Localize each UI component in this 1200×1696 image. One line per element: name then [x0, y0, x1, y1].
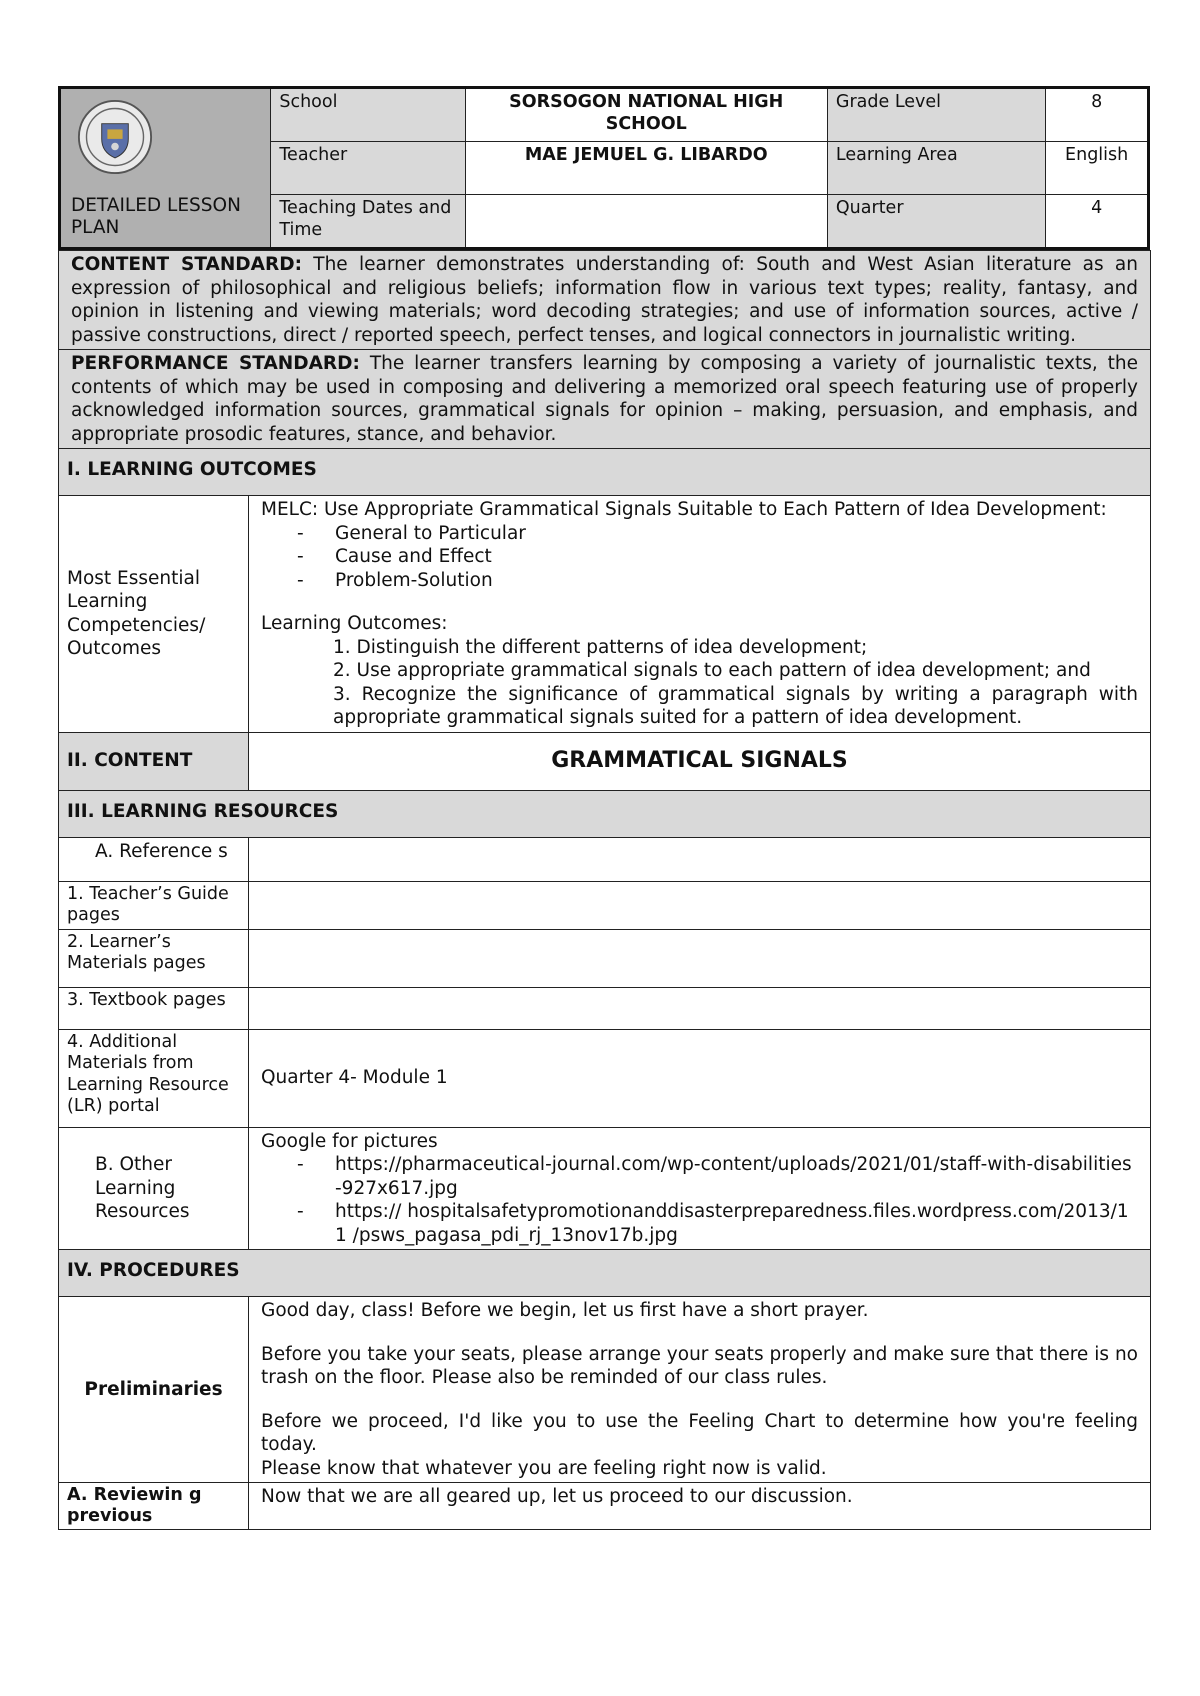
- main-table: [58, 250, 1151, 1530]
- dates-label: Teaching Dates and Time: [271, 195, 465, 249]
- logo-cell: [60, 88, 271, 249]
- content-title: GRAMMATICAL SIGNALS: [249, 732, 1151, 790]
- area-label: Learning Area: [827, 142, 1045, 195]
- lm-pages-label: 2. Learner’s Materials pages: [59, 929, 249, 987]
- pattern-item: - General to Particular: [297, 522, 1138, 546]
- additional-materials-value: Quarter 4- Module 1: [249, 1029, 1151, 1127]
- outcome-item: 3. Recognize the significance of grammatical signals by writing a paragraph with appropriate grammatical signals suited for a pattern of idea development.: [333, 683, 1139, 728]
- tg-pages-label: 1. Teacher’s Guide pages: [59, 881, 249, 929]
- textbook-pages-label: 3. Textbook pages: [59, 987, 249, 1029]
- url-list: [261, 1153, 1138, 1247]
- textbook-pages-value: [249, 987, 1151, 1029]
- outcome-item: 2. Use appropriate grammatical signals to each pattern of idea development; and: [333, 660, 1091, 681]
- content-standard-text: The learner demonstrates understanding of: South and West Asian literature as an expression of philosophical and religious beliefs; information flow in various text types; reality, fantasy, and opinion in listening and viewing materials; word decoding strategies; and use of information sources, active / passive constructions, direct / reported speech, perfect tenses, and logical connectors in journalistic writing.: [71, 254, 1139, 346]
- performance-standard: [59, 350, 1151, 449]
- header-table: [58, 86, 1150, 250]
- procedures-heading: IV. PROCEDURES: [59, 1250, 1151, 1297]
- pattern-item: - Problem-Solution: [297, 569, 1138, 593]
- other-resources-label: B. Other Learning Resources: [59, 1127, 249, 1250]
- learning-resources-heading: III. LEARNING RESOURCES: [59, 790, 1151, 837]
- dates-value: [465, 195, 827, 249]
- preliminaries-label: Preliminaries: [59, 1297, 249, 1483]
- pattern-list: [261, 522, 1138, 593]
- prelim-paragraph: Before we proceed, I'd like you to use the Feeling Chart to determine how you're feeling today.: [261, 1410, 1139, 1455]
- lesson-plan-page: [58, 86, 1150, 1530]
- grade-label: Grade Level: [827, 88, 1045, 142]
- resource-url[interactable]: - https://pharmaceutical-journal.com/wp-content/uploads/2021/01/staff-with-disabilities-927x617.jpg: [297, 1153, 1138, 1200]
- tg-pages-value: [249, 881, 1151, 929]
- additional-materials-label: 4. Additional Materials from Learning Resource (LR) portal: [59, 1029, 249, 1127]
- resource-url[interactable]: - https:// hospitalsafetypromotionanddisasterpreparedness.files.wordpress.com/2013/11 /psws_pagasa_pdi_rj_13nov17b.jpg: [297, 1200, 1138, 1247]
- outcomes-heading: Learning Outcomes:: [261, 613, 448, 634]
- references-label: A. Reference s: [59, 837, 249, 881]
- performance-standard-label: PERFORMANCE STANDARD:: [71, 353, 360, 374]
- melc-label: Most Essential Learning Competencies/ Outcomes: [59, 496, 249, 733]
- grade-value: 8: [1046, 88, 1149, 142]
- prelim-paragraph: Please know that whatever you are feeling right now is valid.: [261, 1457, 827, 1479]
- prelim-paragraph: Good day, class! Before we begin, let us first have a short prayer.: [261, 1300, 869, 1321]
- other-resources-heading: Google for pictures: [261, 1130, 438, 1152]
- school-label: School: [271, 88, 465, 142]
- preliminaries-cell: [249, 1297, 1151, 1483]
- teacher-label: Teacher: [271, 142, 465, 195]
- reviewing-text: Now that we are all geared up, let us proceed to our discussion.: [249, 1483, 1151, 1530]
- content-standard: [59, 251, 1151, 350]
- deped-seal-icon: [77, 99, 153, 175]
- area-value: English: [1046, 142, 1149, 195]
- content-standard-label: CONTENT STANDARD:: [71, 254, 302, 275]
- pattern-item: - Cause and Effect: [297, 545, 1138, 569]
- other-resources-cell: [249, 1127, 1151, 1250]
- melc-text: MELC: Use Appropriate Grammatical Signals Suitable to Each Pattern of Idea Development:: [261, 499, 1107, 520]
- lm-pages-value: [249, 929, 1151, 987]
- prelim-paragraph: Before you take your seats, please arrange your seats properly and make sure that there is no trash on the floor. Please also be reminded of our class rules.: [261, 1343, 1139, 1388]
- content-label: II. CONTENT: [59, 732, 249, 790]
- performance-standard-text: The learner transfers learning by composing a variety of journalistic texts, the contents of which may be used in composing and delivering a memorized oral speech featuring use of properly acknowledged information sources, grammatical signals for opinion – making, persuasion, and emphasis, and appropriate prosodic features, stance, and behavior.: [71, 353, 1139, 445]
- reviewing-label: A. Reviewin g previous: [59, 1483, 249, 1530]
- quarter-value: 4: [1046, 195, 1149, 249]
- teacher-value: MAE JEMUEL G. LIBARDO: [465, 142, 827, 195]
- school-value: SORSOGON NATIONAL HIGH SCHOOL: [465, 88, 827, 142]
- quarter-label: Quarter: [827, 195, 1045, 249]
- melc-cell: [249, 496, 1151, 733]
- references-value: [249, 837, 1151, 881]
- learning-outcomes-heading: I. LEARNING OUTCOMES: [59, 449, 1151, 496]
- outcome-item: 1. Distinguish the different patterns of idea development;: [333, 636, 868, 658]
- plan-label: DETAILED LESSON PLAN: [71, 195, 241, 238]
